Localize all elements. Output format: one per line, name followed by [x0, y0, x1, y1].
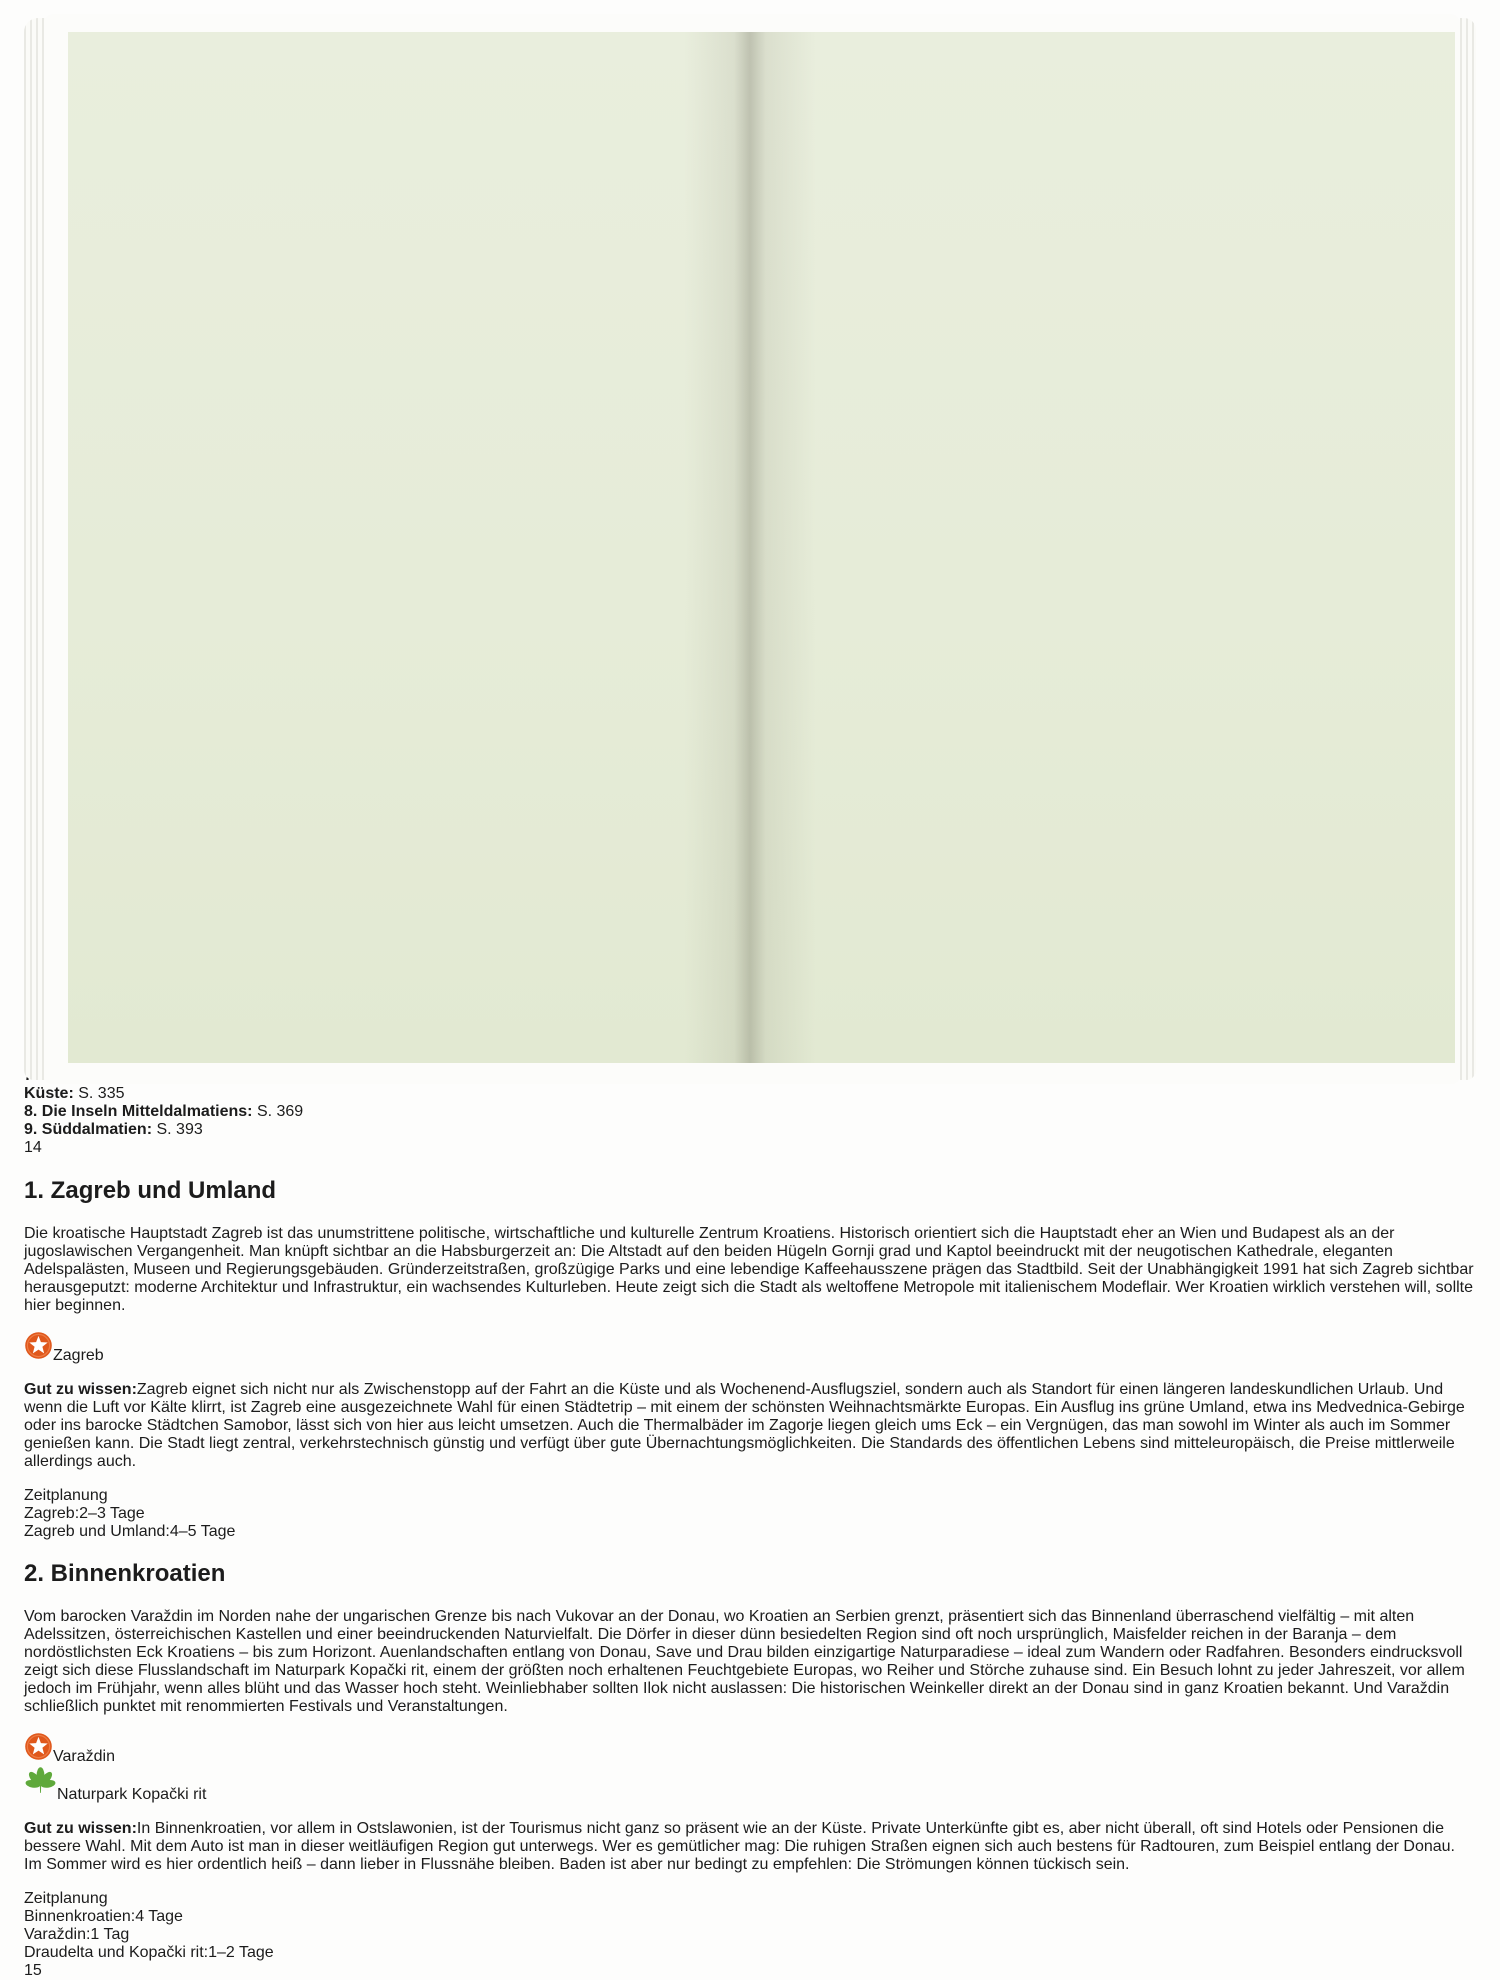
binnenkroatien-intro-text: Vom barocken Varaždin im Norden nahe der ungarischen Grenze bis nach Vukovar an der Donau, wo Kroatien an Serbien grenzt, präsentiert sich das Binnenland überraschend vielfältig – mit alten Adelssitzen, österreichischen Kastellen und einer beeindruckenden Naturvielfalt. Die Dörfer in dieser dünn besiedelten Region sind oft noch ursprünglich, Maisfelder reichen in der Baranja – dem nordöstlichsten Eck Kroatiens – bis zum Horizont. Auenlandschaften entlang von Donau, Save und Drau bilden einzigartige Naturparadiese – ideal zum Wandern oder Radfahren. Besonders eindrucksvoll zeigt sich diese Flusslandschaft im Naturpark Kopački rit, einem der größten noch erhaltenen Feuchtgebiete Europas, wo Reiher und Störche zuhause sind. Ein Besuch lohnt zu jeder Jahreszeit, vor allem jedoch im Frühjahr, wenn alles blüht und das Wasser hoch steht. Weinliebhaber sollten Ilok nicht auslassen: Die historischen Weinkeller direkt an der Donau sind in ganz Kroatien bekannt. Und Varaždin schließlich punktet mit renommierten Festivals und Veranstaltungen. — [24, 1608, 1465, 1716]
zagreb-tips-text — [24, 1381, 1476, 1471]
right-page-content-area — [750, 32, 1455, 1063]
page-number-left — [24, 1139, 1476, 1157]
zeitplanung-value: 1–2 Tage — [208, 1944, 274, 1962]
book-spread — [24, 8, 1476, 1980]
column-zagreb — [24, 1177, 1476, 1541]
zeitplanung-label: Varaždin: — [24, 1926, 91, 1944]
chapter-page-ref: S. 393 — [152, 1120, 203, 1138]
page-stack-edge-right — [1460, 18, 1476, 1080]
zeitplanung-label: Zagreb: — [24, 1504, 80, 1522]
poi-label: Zagreb — [53, 1346, 104, 1364]
poi-icon-item — [24, 1331, 1476, 1365]
gut-zu-wissen-label: Gut zu wissen: — [24, 1380, 137, 1398]
zeitplanung-value: 4–5 Tage — [169, 1522, 236, 1540]
zeitplanung-row — [24, 1926, 1476, 1944]
section-heading-binnenkroatien: 2. Binnenkroatien — [24, 1560, 226, 1588]
chapter-title: Küste: — [24, 1084, 79, 1102]
chapter-title: 8. Die Inseln Mitteldalmatiens: — [24, 1102, 253, 1120]
left-page-content-area — [68, 32, 750, 1063]
zeitplanung-label: Binnenkroatien: — [24, 1908, 136, 1926]
chapter-page-ref: S. 369 — [252, 1102, 304, 1120]
book-spine-bottom — [630, 1078, 848, 1092]
chapter-list-item — [24, 1121, 1476, 1139]
zeitplanung-value: 2–3 Tage — [79, 1504, 145, 1522]
poi-icon-item — [24, 1732, 1476, 1766]
zeitplanung-table-1 — [24, 1505, 1476, 1541]
zagreb-icon-row — [24, 1331, 1476, 1365]
poi-icon-item — [24, 1766, 1476, 1804]
binnenkroatien-tips-body: In Binnenkroatien, vor allem in Ostslawonien, ist der Tourismus nicht ganz so präsent wie an der Küste. Private Unterkünfte gibt es, aber nicht überall, oft sind Hotels oder Pensionen die bessere Wahl. Mit dem Auto ist man in dieser weitläufigen Region gut unterwegs. Wer es gemütlicher mag: Die ruhigen Straßen eignen sich auch bestens für Radtouren, zum Beispiel entlang der Donau. Im Sommer wird es hier ordentlich heiß – dann lieber in Flussnähe bleiben. Baden ist aber nur bedingt zu empfehlen: Die Strömungen können tückisch sein. — [24, 1820, 1455, 1874]
zeitplanung-row — [24, 1908, 1476, 1926]
zeitplanung-table-2 — [24, 1908, 1476, 1962]
gut-zu-wissen-label: Gut zu wissen: — [24, 1820, 137, 1838]
zagreb-intro-text: Die kroatische Hauptstadt Zagreb ist das unumstrittene politische, wirtschaftliche und kulturelle Zentrum Kroatiens. Historisch orientiert sich die Hauptstadt eher an Wien und Budapest als an der jugoslawischen Vergangenheit. Man knüpft sichtbar an die Habsburgerzeit an: Die Altstadt auf den beiden Hügeln Gornji grad und Kaptol beeindruckt mit der neugotischen Kathedrale, eleganten Adelspalästen, Museen und Regierungsgebäuden. Gründerzeitstraßen, großzügige Parks und eine lebendige Kaffeehausszene prägen das Stadtbild. Seit der Unabhängigkeit 1991 hat sich Zagreb sichtbar herausgeputzt: moderne Architektur und Infrastruktur, ein wachsendes Kulturleben. Heute zeigt sich die Stadt als weltoffene Metropole mit italienischem Modeflair. Wer Kroatien wirklich verstehen will, sollte hier beginnen. — [24, 1224, 1474, 1314]
page-number-right-value: 15 — [24, 1962, 42, 1980]
binnenkroatien-tips-text — [24, 1820, 1476, 1874]
zeitplanung-row — [24, 1505, 1476, 1523]
zeitplanung-value: 4 Tage — [135, 1908, 183, 1926]
poi-label: Naturpark Kopački rit — [57, 1786, 207, 1804]
chapter-list-item — [24, 1103, 1476, 1121]
chapter-title: 9. Süddalmatien: — [24, 1120, 153, 1138]
star-poi-icon — [24, 1732, 53, 1761]
page-number-left-value: 14 — [24, 1138, 42, 1156]
zeitplanung-label: Draudelta und Kopački rit: — [24, 1944, 209, 1962]
page-number-right — [24, 1962, 1476, 1980]
binnenkroatien-icon-row — [24, 1732, 1476, 1804]
column-binnenkroatien — [24, 1560, 1476, 1962]
leaf-poi-icon — [24, 1766, 57, 1799]
zeitplanung-value: 1 Tag — [90, 1926, 130, 1944]
zeitplanung-row — [24, 1944, 1476, 1962]
poi-label: Varaždin — [53, 1748, 115, 1766]
zeitplanung-heading-2: Zeitplanung — [24, 1890, 108, 1908]
section-heading-zagreb: 1. Zagreb und Umland — [24, 1176, 277, 1204]
zagreb-tips-body: Zagreb eignet sich nicht nur als Zwischenstopp auf der Fahrt an die Küste und als Wochenend-Ausflugsziel, sondern auch als Standort für einen längeren landeskundlichen Urlaub. Und wenn die Luft vor Kälte klirrt, ist Zagreb eine ausgezeichnete Wahl für einen Städtetrip – mit einem der schönsten Weihnachtsmärkte Europas. Ein Ausflug ins grüne Umland, etwa ins Medvednica-Gebirge oder ins barocke Städtchen Samobor, lässt sich von hier aus leicht umsetzen. Auch die Thermalbäder im Zagorje liegen gleich ums Eck – ein Vergnügen, das man sowohl im Winter als auch im Sommer genießen kann. Die Stadt liegt zentral, verkehrstechnisch günstig und verfügt über gute Übernachtungsmöglichkeiten. Die Standards des öffentlichen Lebens sind mitteleuropäisch, die Preise mittlerweile allerdings auch. — [24, 1380, 1465, 1470]
star-poi-icon — [24, 1331, 53, 1360]
chapter-page-ref: S. 335 — [78, 1084, 125, 1102]
zeitplanung-heading-1: Zeitplanung — [24, 1486, 108, 1504]
zeitplanung-row — [24, 1523, 1476, 1541]
zeitplanung-label: Zagreb und Umland: — [24, 1522, 170, 1540]
